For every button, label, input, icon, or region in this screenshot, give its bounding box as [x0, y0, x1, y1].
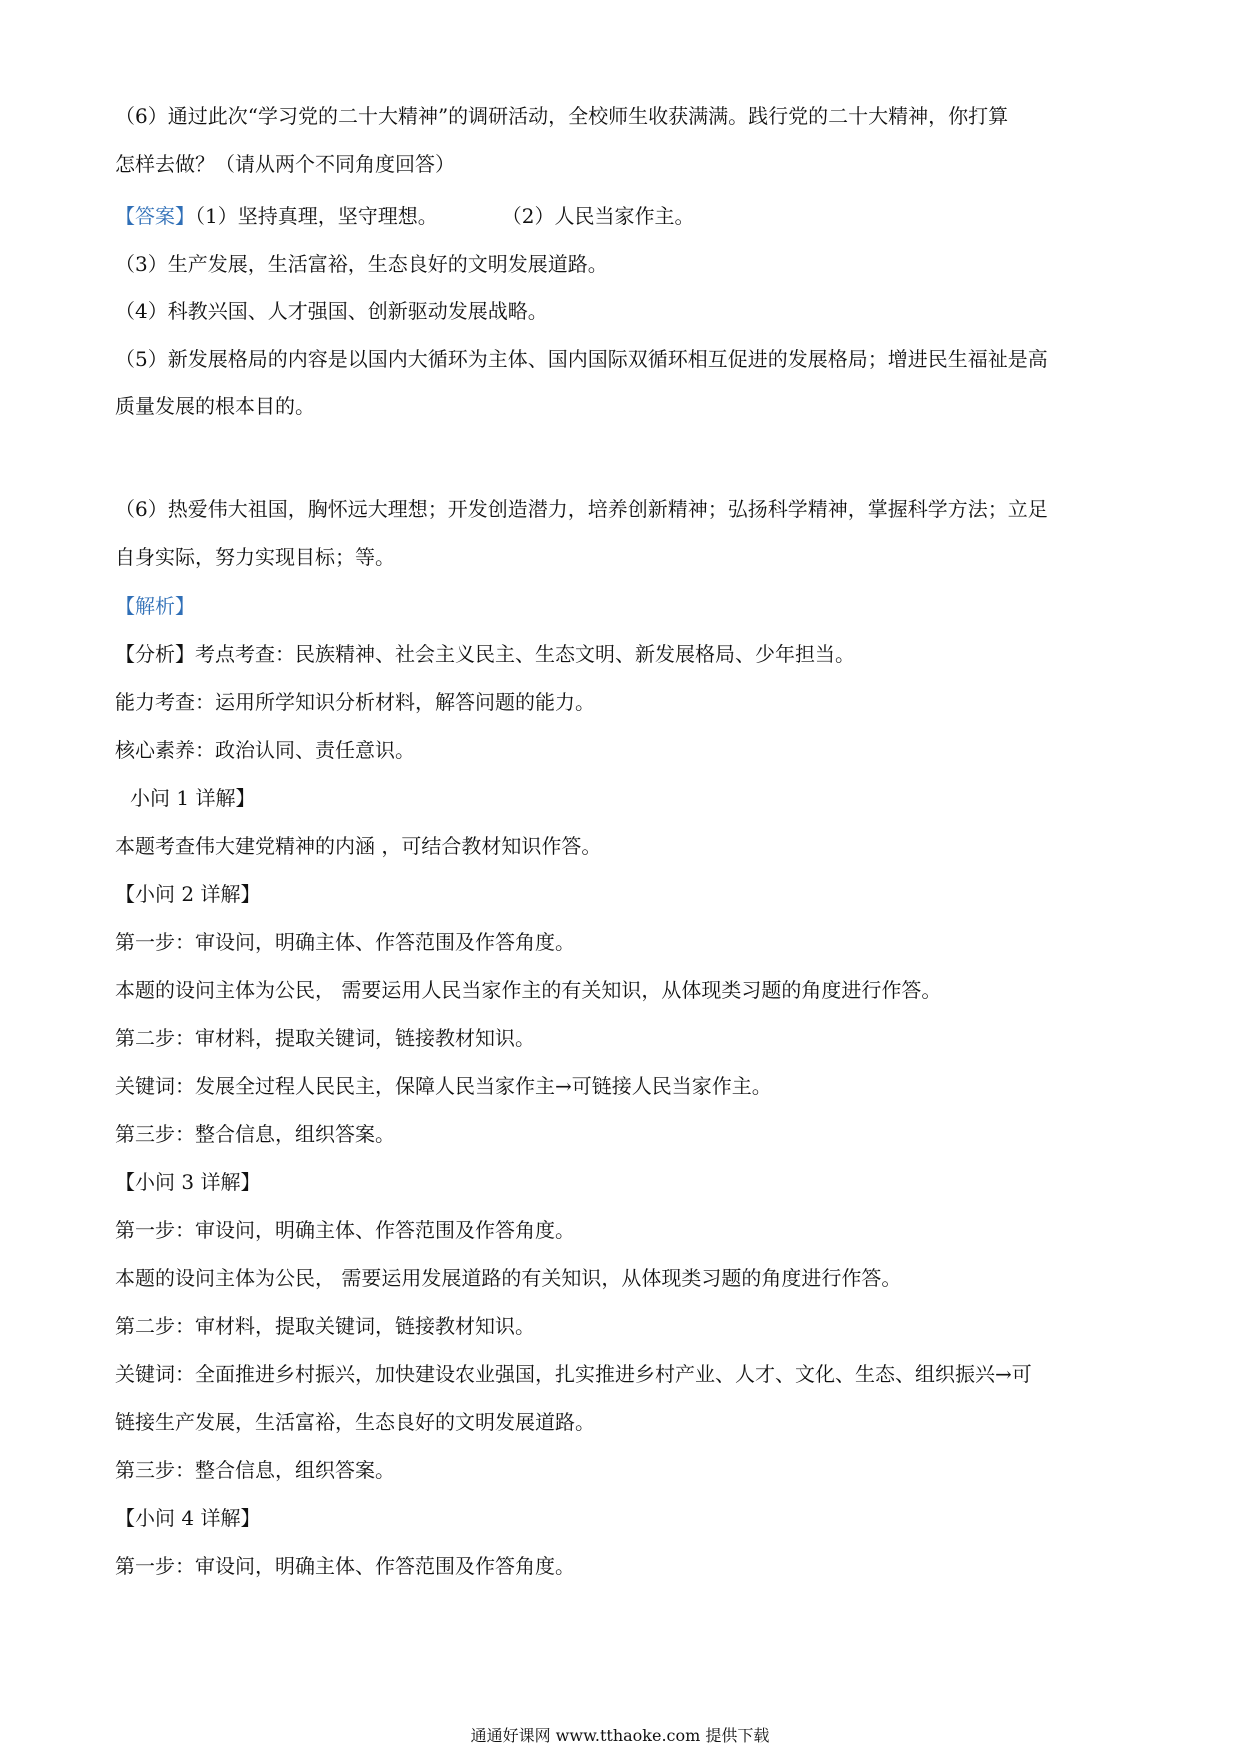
subquestion-2-keywords: 关键词：发展全过程人民民主，保障人民当家作主→可链接人民当家作主。: [115, 1074, 772, 1098]
subquestion-2-step-2: 第二步：审材料，提取关键词，链接教材知识。: [115, 1026, 535, 1050]
answer-item-3: （3）生产发展，生活富裕，生态良好的文明发展道路。: [115, 252, 608, 276]
answer-item-5-line-1: （5）新发展格局的内容是以国内大循环为主体、国内国际双循环相互促进的发展格局；增进民生福祉是高: [115, 347, 1048, 371]
subquestion-2-heading: 【小问 2 详解】: [115, 882, 261, 906]
question-6-line-2: 怎样去做？（请从两个不同角度回答）: [115, 152, 455, 176]
analysis-points: 【分析】考点考查：民族精神、社会主义民主、生态文明、新发展格局、少年担当。: [115, 642, 855, 666]
subquestion-3-subject: 本题的设问主体为公民， 需要运用发展道路的有关知识，从体现类习题的角度进行作答。: [115, 1266, 902, 1290]
answer-label: 【答案】: [115, 204, 195, 228]
subquestion-3-keywords-line-2: 链接生产发展，生活富裕，生态良好的文明发展道路。: [115, 1410, 595, 1434]
subquestion-2-step-3: 第三步：整合信息，组织答案。: [115, 1122, 395, 1146]
subquestion-1-text: 本题考查伟大建党精神的内涵 ，可结合教材知识作答。: [115, 834, 602, 858]
answer-line-1: [115, 202, 1130, 230]
subquestion-3-keywords-line-1: 关键词：全面推进乡村振兴，加快建设农业强国，扎实推进乡村产业、人才、文化、生态、组织振兴→可: [115, 1362, 1032, 1386]
answer-item-1: （1）坚持真理，坚守理想。: [195, 204, 438, 228]
subquestion-2-subject: 本题的设问主体为公民， 需要运用人民当家作主的有关知识，从体现类习题的角度进行作答。: [115, 978, 942, 1002]
subquestion-1-heading: 小问 1 详解】: [130, 786, 256, 810]
subquestion-3-heading: 【小问 3 详解】: [115, 1170, 261, 1194]
footer-source: 通通好课网 www.tthaoke.com 提供下载: [470, 1726, 770, 1745]
analysis-ability: 能力考查：运用所学知识分析材料，解答问题的能力。: [115, 690, 595, 714]
subquestion-4-step-1: 第一步：审设问，明确主体、作答范围及作答角度。: [115, 1554, 575, 1578]
answer-item-4: （4）科教兴国、人才强国、创新驱动发展战略。: [115, 299, 548, 323]
subquestion-4-heading: 【小问 4 详解】: [115, 1506, 261, 1530]
answer-item-2: （2）人民当家作主。: [501, 204, 695, 228]
subquestion-3-step-3: 第三步：整合信息，组织答案。: [115, 1458, 395, 1482]
subquestion-3-step-2: 第二步：审材料，提取关键词，链接教材知识。: [115, 1314, 535, 1338]
answer-item-6-line-1: （6）热爱伟大祖国，胸怀远大理想；开发创造潜力，培养创新精神；弘扬科学精神，掌握科学方法；立足: [115, 497, 1048, 521]
answer-item-6-line-2: 自身实际，努力实现目标；等。: [115, 545, 395, 569]
question-6-line-1: （6）通过此次“学习党的二十大精神”的调研活动，全校师生收获满满。践行党的二十大精神，你打算: [115, 104, 1009, 128]
subquestion-3-step-1: 第一步：审设问，明确主体、作答范围及作答角度。: [115, 1218, 575, 1242]
analysis-heading: 【解析】: [115, 594, 195, 618]
analysis-core: 核心素养：政治认同、责任意识。: [115, 738, 415, 762]
subquestion-2-step-1: 第一步：审设问，明确主体、作答范围及作答角度。: [115, 930, 575, 954]
answer-item-5-line-2: 质量发展的根本目的。: [115, 394, 315, 418]
